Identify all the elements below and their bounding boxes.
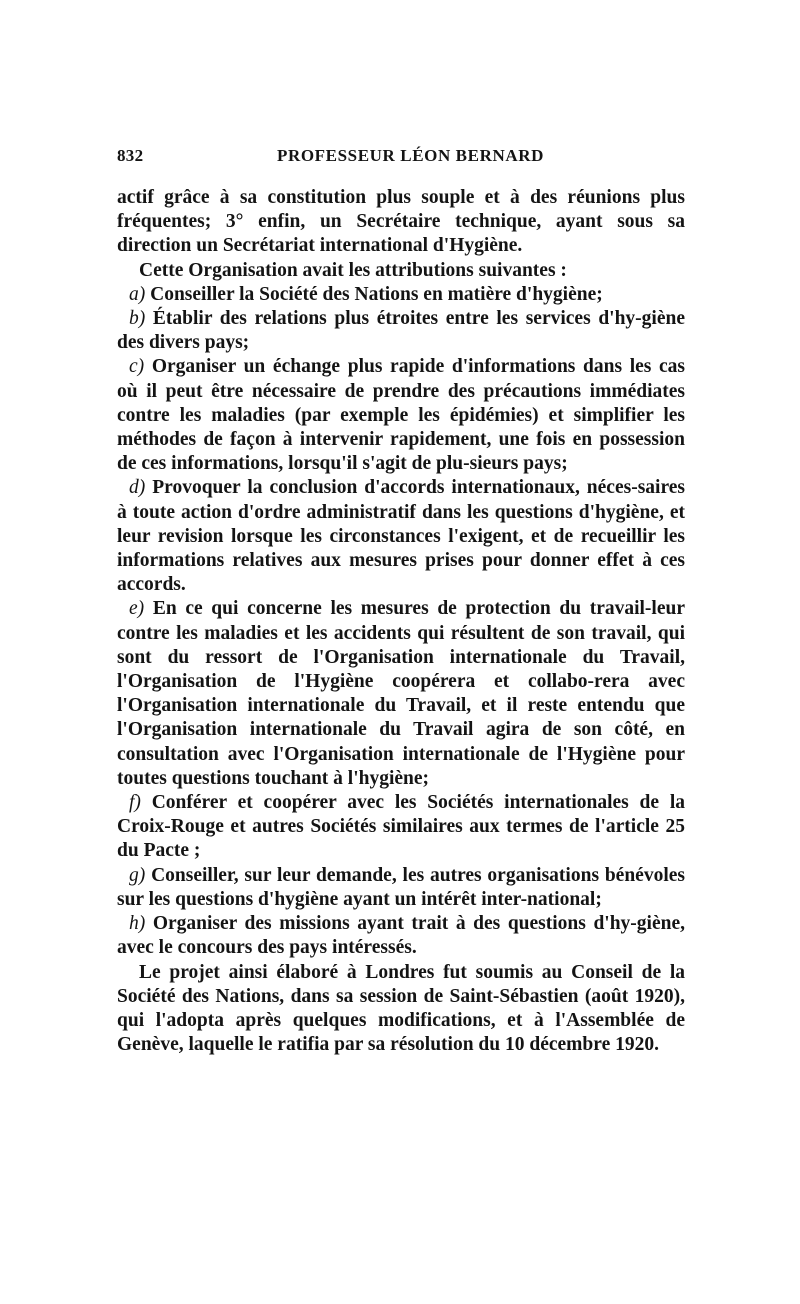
list-item-b xyxy=(117,307,685,355)
item-letter: e) xyxy=(129,598,145,620)
item-text: En ce qui concerne les mesures de protection du travail-leur contre les maladies et les accidents qui résultent de son travail, qui sont du ressort de l'Organisation internationale du Travail, l'Organisation de l'Hygiène coopérera et collabo-rera avec l'Organisation internationale du Travail, et il reste entendu que l'Organisation internationale du Travail agira de son côté, en consultation avec l'Organisation internationale de l'Hygiène pour toutes questions touchant à l'hygiène; xyxy=(117,598,685,789)
item-text: Conseiller, sur leur demande, les autres organisations bénévoles sur les questions d'hygiène ayant un intérêt inter-national; xyxy=(117,864,685,910)
item-text: Organiser des missions ayant trait à des questions d'hy-giène, avec le concours des pays intéressés. xyxy=(117,913,685,959)
list-item-d xyxy=(117,476,685,597)
book-page xyxy=(117,146,685,1057)
running-title: PROFESSEUR LÉON BERNARD xyxy=(277,146,544,165)
running-header xyxy=(117,146,685,170)
paragraph-intro xyxy=(117,259,685,283)
paragraph-text: Cette Organisation avait les attributions suivantes : xyxy=(139,259,567,281)
item-text: Provoquer la conclusion d'accords internationaux, néces-saires à toute action d'ordre administratif dans les questions d'hygiène, et leur revision lorsque les circonstances l'exigent, et de recueillir les informations relatives aux mesures prises pour donner effet à ces accords. xyxy=(117,477,686,596)
item-text: Établir des relations plus étroites entre les services d'hy-giène des divers pays; xyxy=(117,308,685,354)
item-text: Conférer et coopérer avec les Sociétés internationales de la Croix-Rouge et autres Sociétés similaires aux termes de l'article 25 du Pacte ; xyxy=(117,792,685,862)
item-letter: a) xyxy=(129,283,146,305)
list-item-e xyxy=(117,597,685,791)
item-text: Organiser un échange plus rapide d'informations dans les cas où il peut être nécessaire de prendre des précautions immédiates contre les maladies (par exemple les épidémies) et simplifier les méthodes de façon à intervenir rapidement, une fois en possession de ces informations, lorsqu'il s'agit de plu-sieurs pays; xyxy=(117,356,686,475)
page-number: 832 xyxy=(117,146,144,165)
list-item-c xyxy=(117,355,685,476)
paragraph-conclusion xyxy=(117,961,685,1058)
item-letter: f) xyxy=(129,792,141,814)
list-item-a xyxy=(117,283,685,307)
item-letter: d) xyxy=(129,477,146,499)
list-item-g xyxy=(117,864,685,912)
item-letter: g) xyxy=(129,864,146,886)
list-item-f xyxy=(117,791,685,864)
item-letter: b) xyxy=(129,308,146,330)
item-text: Conseiller la Société des Nations en matière d'hygiène; xyxy=(150,283,603,305)
body-text xyxy=(117,186,685,1057)
paragraph-continuation xyxy=(117,186,685,259)
item-letter: h) xyxy=(129,913,146,935)
item-letter: c) xyxy=(129,356,145,378)
paragraph-text: actif grâce à sa constitution plus souple et à des réunions plus fréquentes; 3° enfin, un Secrétaire technique, ayant sous sa direction un Secrétariat international d'Hygiène. xyxy=(117,187,685,257)
list-item-h xyxy=(117,912,685,960)
paragraph-text: Le projet ainsi élaboré à Londres fut soumis au Conseil de la Société des Nations, dans sa session de Saint-Sébastien (août 1920), qui l'adopta après quelques modifications, et à l'Assemblée de Genève, laquelle le ratifia par sa résolution du 10 décembre 1920. xyxy=(117,961,685,1056)
